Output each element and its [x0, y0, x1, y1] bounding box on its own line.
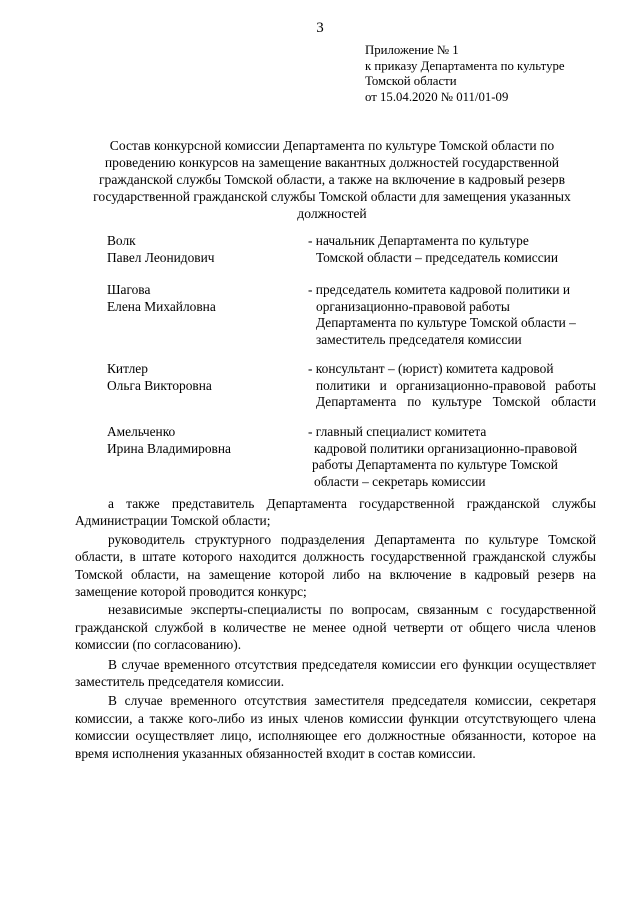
member-role: [308, 282, 596, 348]
member-surname: Шагова: [107, 282, 151, 297]
role-line: кадровой политики организационно-правовой: [314, 440, 578, 456]
body-paragraph: В случае временного отсутствия заместителя председателя комиссии, секретаря комиссии, а также кого-либо из иных членов комиссии функции отсутствующего члена комиссии осуществляет лицо, исполняющее его должностные обязанности, которое на время исполнения указанных обязанностей входит в состав комиссии.: [75, 693, 596, 761]
member-given-names: Елена Михайловна: [107, 298, 216, 314]
role-line: работы Департамента по культуре Томской: [312, 457, 558, 472]
member-surname: Амельченко: [107, 424, 176, 439]
document-body: [75, 495, 596, 763]
role-line: политики и организационно-правовой работы: [316, 377, 596, 393]
member-given-names: Ольга Викторовна: [107, 377, 212, 393]
role-line: Департамента по культуре Томской области: [316, 394, 596, 409]
appendix-line: Приложение № 1: [365, 43, 459, 57]
role-line: Департамента по культуре Томской области –: [316, 315, 576, 330]
role-line: - консультант – (юрист) комитета кадровой: [308, 361, 554, 376]
role-line: области – секретарь комиссии: [314, 473, 486, 489]
body-paragraph: руководитель структурного подразделения Департамента по культуре Томской области, в штате которого находится должность государственной гражданской службы Томской области, на замещение которой либо на включение в кадровый резерв на замещение которой проводится конкурс;: [75, 531, 596, 600]
role-line: - начальник Департамента по культуре: [308, 233, 529, 248]
role-line: - председатель комитета кадровой политики и: [308, 282, 571, 297]
page-number: 3: [316, 20, 324, 36]
appendix-line: Томской области: [365, 74, 457, 88]
appendix-line: к приказу Департамента по культуре: [365, 58, 565, 73]
member-role: [308, 233, 596, 266]
document-title: Состав конкурсной комиссии Департамента по культуре Томской области по проведению конкурсов на замещение вакантных должностей государственной гражданской службы Томской области, а также на включение в кадровый резерв государственной гражданской службы Томской области для замещения указанных должностей: [93, 138, 571, 221]
member-role: [308, 361, 596, 411]
appendix-line: от 15.04.2020 № 011/01-09: [365, 89, 509, 104]
member-given-names: Павел Леонидович: [107, 249, 215, 265]
appendix-header: [365, 43, 565, 105]
role-line: организационно-правовой работы: [316, 298, 510, 314]
member-surname: Китлер: [107, 361, 148, 376]
role-line: - главный специалист комитета: [308, 424, 487, 439]
member-role: [308, 424, 596, 490]
member-surname: Волк: [107, 233, 136, 248]
role-line: заместитель председателя комиссии: [316, 331, 522, 347]
member-given-names: Ирина Владимировна: [107, 440, 231, 456]
body-paragraph: В случае временного отсутствия председателя комиссии его функции осуществляет заместитель председателя комиссии.: [75, 656, 596, 690]
body-paragraph: а также представитель Департамента государственной гражданской службы Администрации Томской области;: [75, 496, 596, 529]
role-line: Томской области – председатель комиссии: [316, 249, 558, 265]
body-paragraph: независимые эксперты-специалисты по вопросам, связанным с государственной гражданской службой в количестве не менее одной четверти от общего числа членов комиссии (по согласованию).: [75, 602, 596, 653]
